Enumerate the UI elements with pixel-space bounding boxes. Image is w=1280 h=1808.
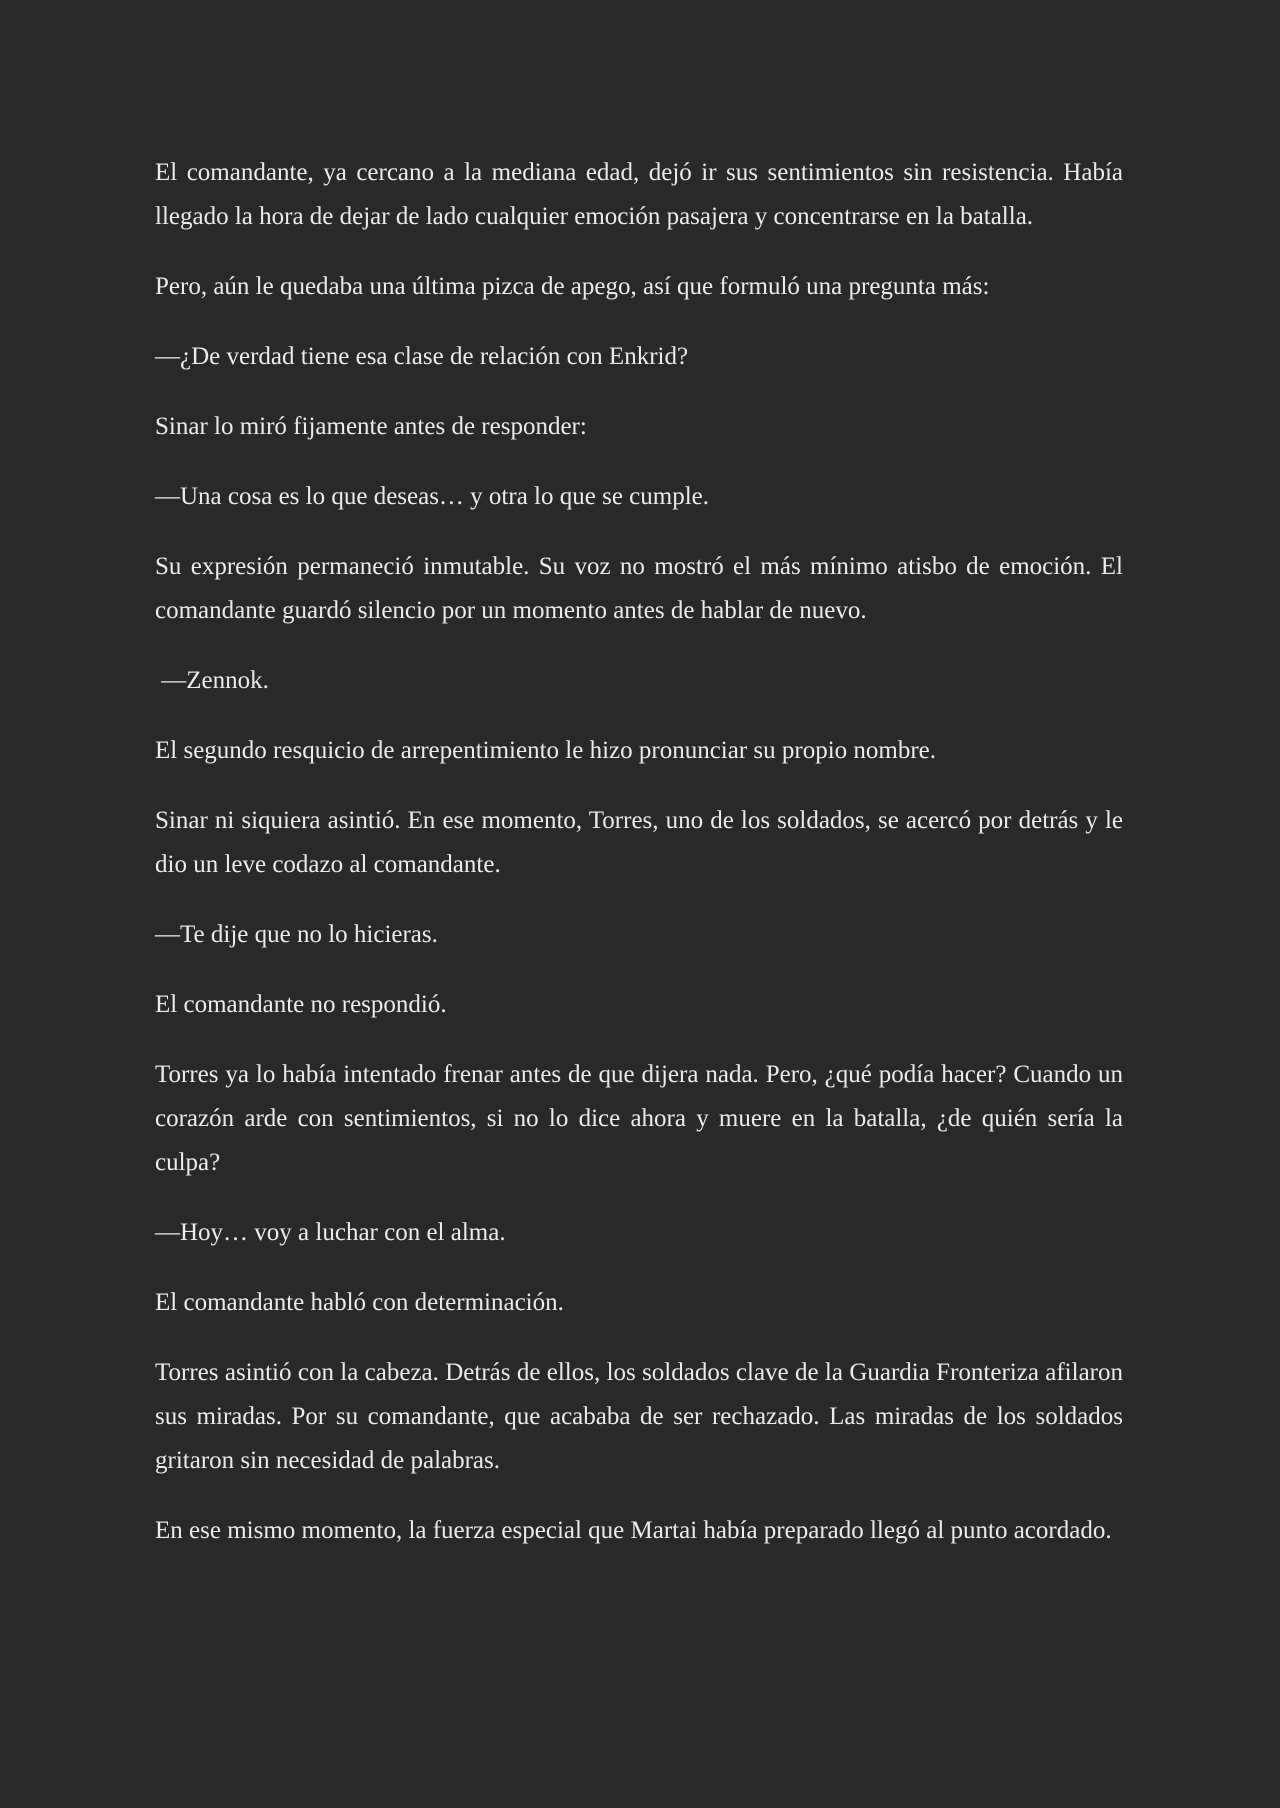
paragraph: —Te dije que no lo hicieras. (155, 921, 438, 948)
paragraph: En ese mismo momento, la fuerza especial que Martai había preparado llegó al punto acordado. (155, 1517, 1112, 1544)
paragraph: Sinar lo miró fijamente antes de responder: (155, 413, 587, 440)
paragraph: —Hoy… voy a luchar con el alma. (155, 1219, 506, 1246)
paragraph: El segundo resquicio de arrepentimiento le hizo pronunciar su propio nombre. (155, 737, 937, 764)
paragraph: Pero, aún le quedaba una última pizca de apego, así que formuló una pregunta más: (155, 273, 990, 300)
document-body (155, 151, 1130, 1579)
paragraph: Torres asintió con la cabeza. Detrás de ellos, los soldados clave de la Guardia Fronteriza afilaron sus miradas. Por su comandante, que acababa de ser rechazado. Las miradas de los soldados gritaron sin necesidad de palabras. (155, 1359, 1130, 1474)
paragraph: —Zennok. (155, 667, 269, 694)
paragraph: Su expresión permaneció inmutable. Su voz no mostró el más mínimo atisbo de emoción. El comandante guardó silencio por un momento antes de hablar de nuevo. (155, 553, 1130, 624)
paragraph: —¿De verdad tiene esa clase de relación con Enkrid? (155, 343, 689, 370)
paragraph: El comandante no respondió. (155, 991, 447, 1018)
paragraph: Sinar ni siquiera asintió. En ese momento, Torres, uno de los soldados, se acercó por detrás y le dio un leve codazo al comandante. (155, 807, 1130, 878)
paragraph: El comandante, ya cercano a la mediana edad, dejó ir sus sentimientos sin resistencia. Había llegado la hora de dejar de lado cualquier emoción pasajera y concentrarse en la batalla. (155, 159, 1130, 230)
paragraph: —Una cosa es lo que deseas… y otra lo que se cumple. (155, 483, 710, 510)
paragraph: Torres ya lo había intentado frenar antes de que dijera nada. Pero, ¿qué podía hacer? Cuando un corazón arde con sentimientos, si no lo dice ahora y muere en la batalla, ¿de quién sería la culpa? (155, 1061, 1130, 1176)
paragraph: El comandante habló con determinación. (155, 1289, 564, 1316)
